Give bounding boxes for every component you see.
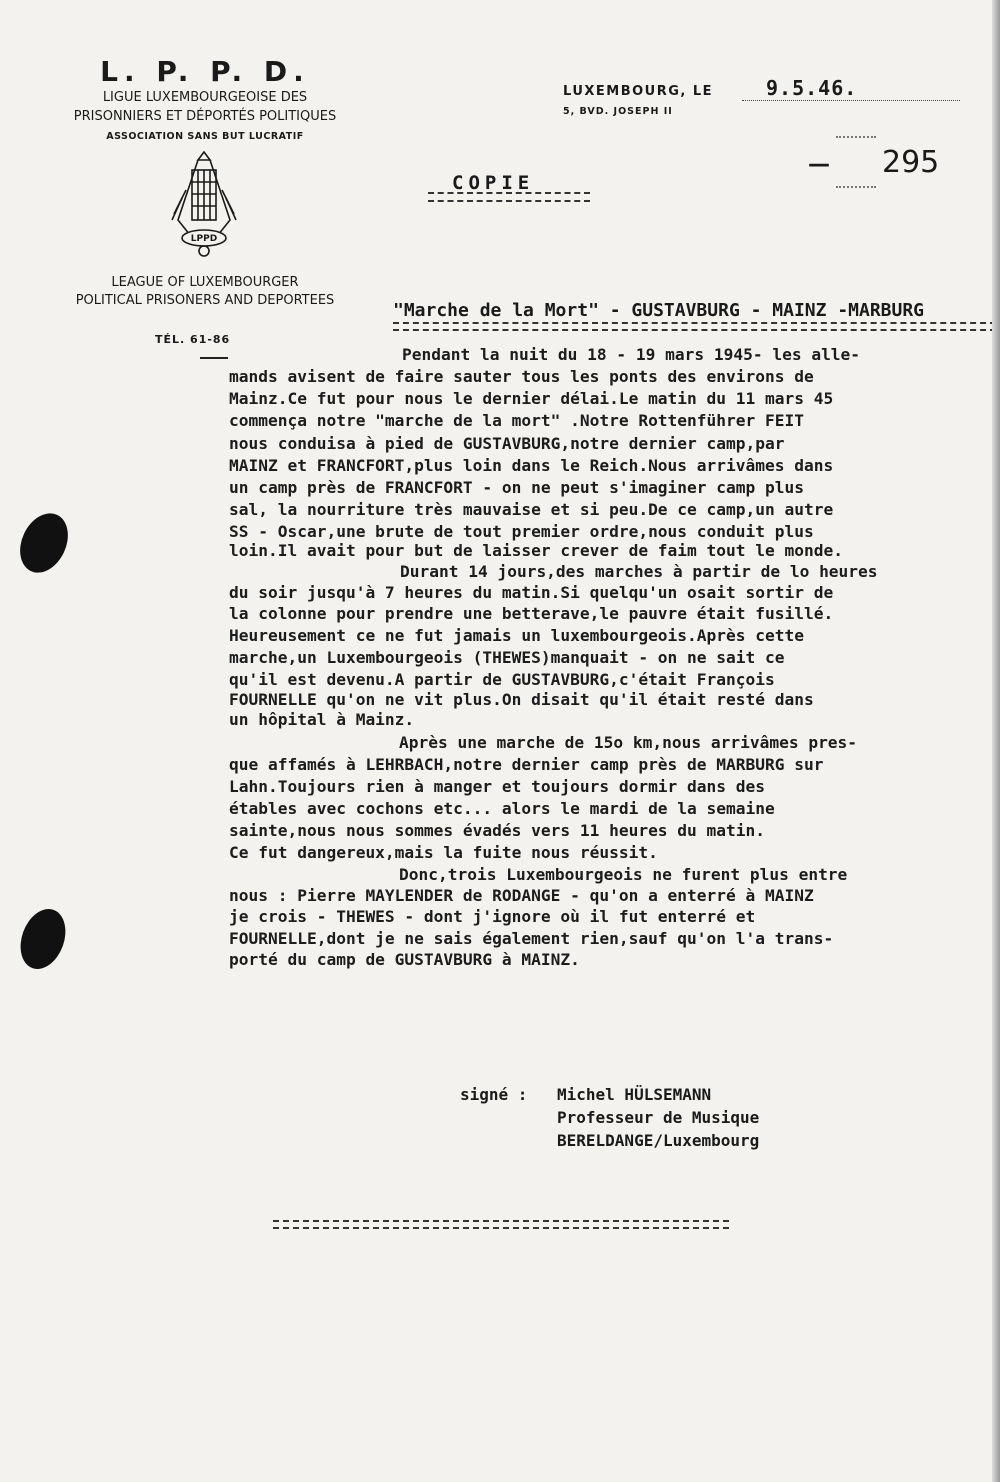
punch-hole-mark <box>13 903 74 976</box>
body-line: MAINZ et FRANCFORT,plus loin dans le Reich.Nous arrivâmes dans <box>229 456 834 475</box>
copy-label: COPIE <box>452 172 535 194</box>
reference-mark: — <box>808 152 830 177</box>
body-line: marche,un Luxembourgeois (THEWES)manquait - on ne sait ce <box>229 648 785 667</box>
reference-number: 295 <box>882 145 940 180</box>
body-line: commença notre "marche de la mort" .Notre Rottenführer FEIT <box>229 411 804 430</box>
org-address: 5, BVD. JOSEPH II <box>563 106 673 117</box>
body-line: un hôpital à Mainz. <box>229 710 415 729</box>
org-association-note: ASSOCIATION SANS BUT LUCRATIF <box>106 131 304 142</box>
org-name-fr-line2: PRISONNIERS ET DÉPORTÉS POLITIQUES <box>73 109 337 124</box>
body-line: qu'il est devenu.A partir de GUSTAVBURG,c'était François <box>229 670 775 689</box>
body-line: Durant 14 jours,des marches à partir de lo heures <box>400 562 878 581</box>
body-line: un camp près de FRANCFORT - on ne peut s'imaginer camp plus <box>229 478 804 497</box>
body-line: Ce fut dangereux,mais la fuite nous réussit. <box>229 843 658 862</box>
phone-number: TÉL. 61-86 <box>155 333 231 346</box>
body-line: étables avec cochons etc... alors le mardi de la semaine <box>229 799 775 818</box>
body-line: sal, la nourriture très mauvaise et si peu.De ce camp,un autre <box>229 500 834 519</box>
place-label: LUXEMBOURG, LE <box>563 84 714 99</box>
closing-rule <box>273 1220 729 1229</box>
body-line: porté du camp de GUSTAVBURG à MAINZ. <box>229 950 580 969</box>
org-name-en-line2: POLITICAL PRISONERS AND DEPORTEES <box>75 293 335 308</box>
lppd-emblem-icon <box>168 150 240 260</box>
signature-label: signé : <box>460 1085 528 1104</box>
logo-text: LPPD <box>190 234 218 244</box>
body-line: nous conduisa à pied de GUSTAVBURG,notre dernier camp,par <box>229 434 785 453</box>
body-line: que affamés à LEHRBACH,notre dernier camp près de MARBURG sur <box>229 755 824 774</box>
body-line: SS - Oscar,une brute de tout premier ordre,nous conduit plus <box>229 522 814 541</box>
body-line: Donc,trois Luxembourgeois ne furent plus entre <box>399 865 848 884</box>
body-line: du soir jusqu'à 7 heures du matin.Si quelqu'un osait sortir de <box>229 583 834 602</box>
reference-dots-top <box>836 136 876 138</box>
body-line: Après une marche de 15o km,nous arrivâmes pres- <box>399 733 858 752</box>
phone-rule <box>200 357 228 359</box>
body-line: mands avisent de faire sauter tous les ponts des environs de <box>229 367 814 386</box>
subject-underline <box>393 322 996 331</box>
signatory-title: Professeur de Musique <box>557 1108 760 1127</box>
date-dotted-line <box>742 100 960 101</box>
body-line: Mainz.Ce fut pour nous le dernier délai.Le matin du 11 mars 45 <box>229 389 834 408</box>
org-acronym: L. P. P. D. <box>100 55 310 88</box>
body-line: Pendant la nuit du 18 - 19 mars 1945- les alle- <box>402 345 861 364</box>
letter-date: 9.5.46. <box>766 76 858 100</box>
org-name-fr-line1: LIGUE LUXEMBOURGEOISE DES <box>102 90 308 105</box>
reference-dots-bottom <box>836 186 876 188</box>
body-line: FOURNELLE qu'on ne vit plus.On disait qu'il était resté dans <box>229 690 814 709</box>
subject-heading: "Marche de la Mort" - GUSTAVBURG - MAINZ -MARBURG <box>393 300 925 321</box>
body-line: sainte,nous nous sommes évadés vers 11 heures du matin. <box>229 821 766 840</box>
signatory-name: Michel HÜLSEMANN <box>557 1085 712 1104</box>
body-line: Heureusement ce ne fut jamais un luxembourgeois.Après cette <box>229 626 804 645</box>
body-line: FOURNELLE,dont je ne sais également rien,sauf qu'on l'a trans- <box>229 929 834 948</box>
body-line: loin.Il avait pour but de laisser crever de faim tout le monde. <box>229 541 843 560</box>
body-line: nous : Pierre MAYLENDER de RODANGE - qu'on a enterré à MAINZ <box>229 886 814 905</box>
copy-underline <box>428 192 590 202</box>
body-line: je crois - THEWES - dont j'ignore où il fut enterré et <box>229 907 756 926</box>
signatory-location: BERELDANGE/Luxembourg <box>557 1131 760 1150</box>
org-name-en-line1: LEAGUE OF LUXEMBOURGER <box>111 275 299 290</box>
punch-hole-mark <box>11 506 77 581</box>
body-line: Lahn.Toujours rien à manger et toujours dormir dans des <box>229 777 766 796</box>
body-line: la colonne pour prendre une betterave,le pauvre était fusillé. <box>229 604 834 623</box>
